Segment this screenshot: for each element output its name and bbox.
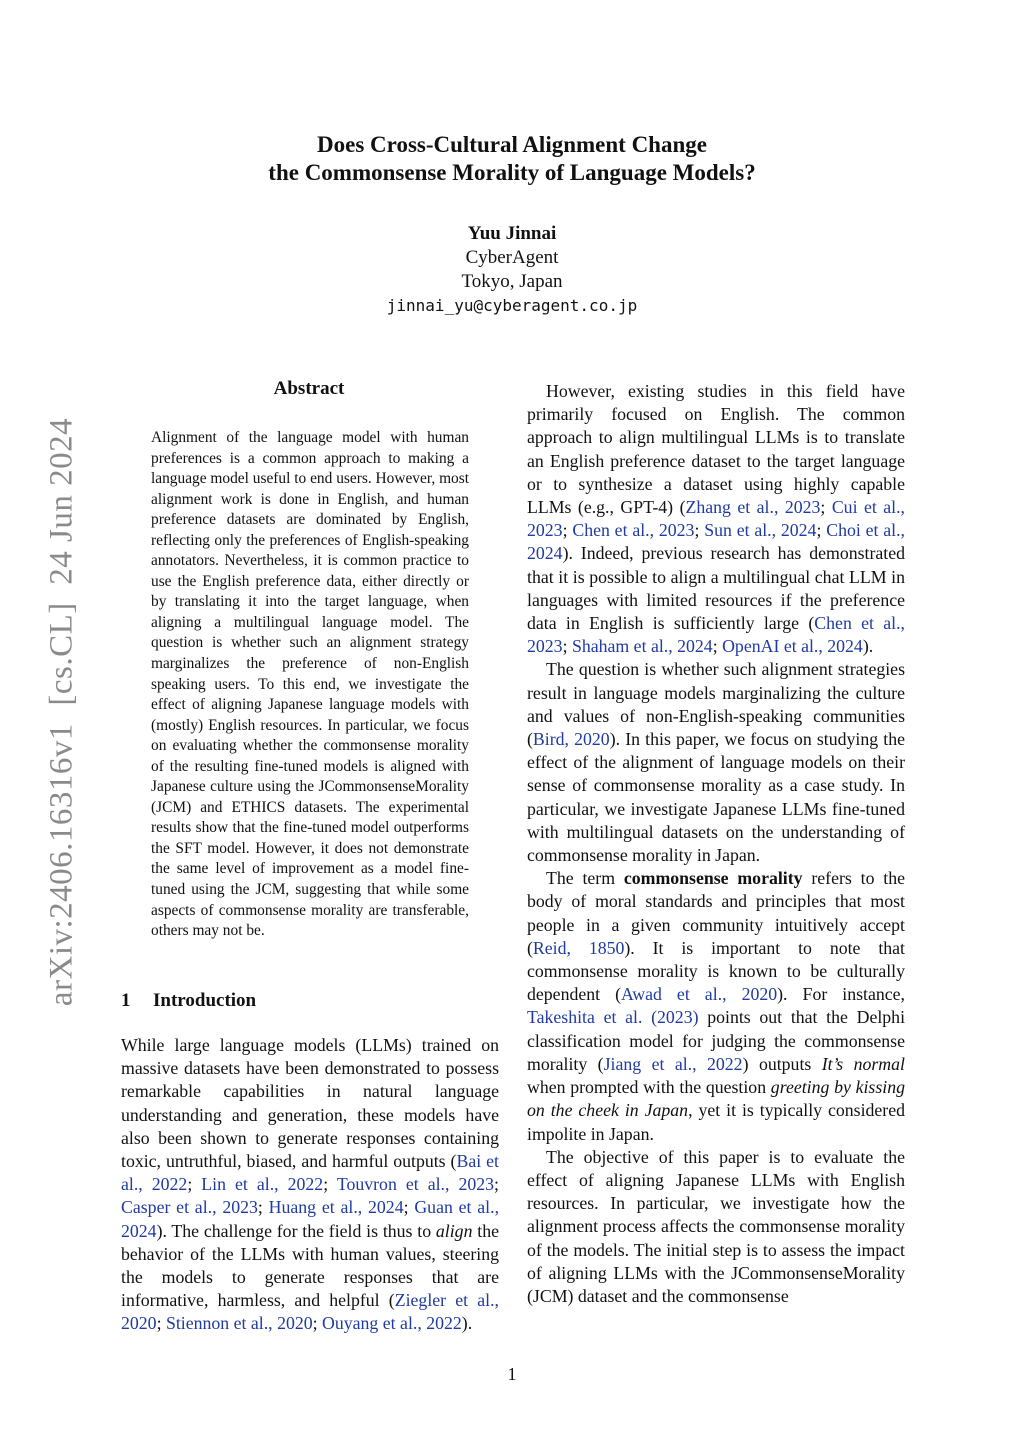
- section-number: 1: [121, 990, 131, 1011]
- citation-link[interactable]: Casper et al., 2023: [121, 1197, 258, 1218]
- citation-link[interactable]: Choi et al., 2024: [527, 520, 905, 564]
- citation-link[interactable]: Takeshita et al. (2023): [527, 1007, 699, 1028]
- arxiv-stamp: arXiv:2406.16316v1 [cs.CL] 24 Jun 2024: [43, 417, 80, 1007]
- citation-link[interactable]: Huang et al., 2024: [268, 1197, 404, 1218]
- intro-paragraph: The question is whether such alignment strategies result in language models marginalizing the culture and values of non-English-speaking communities (Bird, 2020). In this paper, we focus on studying the effect of the alignment of language models on their sense of commonsense morality as a case study. In particular, we investigate Japanese LLMs fine-tuned with multilingual datasets on the understanding of commonsense morality in Japan.: [527, 659, 905, 866]
- author-block: [0, 222, 1024, 318]
- citation-link[interactable]: Bai et al., 2022: [121, 1151, 499, 1195]
- citation-link[interactable]: OpenAI et al., 2024: [722, 636, 863, 657]
- section-title: Introduction: [153, 990, 257, 1011]
- intro-section-heading: [121, 990, 256, 1012]
- citation-link[interactable]: Touvron et al., 2023: [336, 1174, 495, 1195]
- citation-link[interactable]: Reid, 1850: [532, 937, 625, 958]
- bold-term: commonsense morality: [623, 868, 803, 889]
- citation-link[interactable]: Zhang et al., 2023: [685, 497, 821, 518]
- title-line-2: the Commonsense Morality of Language Models?: [268, 160, 756, 185]
- citation-link[interactable]: Lin et al., 2022: [201, 1174, 324, 1195]
- citation-link[interactable]: Chen et al., 2023: [572, 520, 695, 541]
- citation-link[interactable]: Awad et al., 2020: [621, 984, 778, 1005]
- citation-link[interactable]: Guan et al., 2024: [121, 1197, 500, 1241]
- paper-title: [0, 131, 1024, 187]
- citation-link[interactable]: Chen et al., 2023: [527, 613, 906, 657]
- author-name: Yuu Jinnai: [467, 223, 557, 244]
- author-affiliation: CyberAgent: [465, 247, 559, 268]
- citation-link[interactable]: Bird, 2020: [532, 729, 610, 750]
- author-location: Tokyo, Japan: [461, 271, 563, 292]
- page-number: 1: [507, 1364, 517, 1384]
- abstract-text: Alignment of the language model with human preferences is a common approach to making a language model useful to end users. However, most alignment work is done in English, and human preference datasets are dominated by English, reflecting only the preferences of English-speaking annotators. Nevertheless, it is common practice to use the English preference data, either directly or by translating it into the target language, when aligning a multilingual language model. The question is whether such an alignment strategy marginalizes the preference of non-English speaking users. To this end, we investigate the effect of aligning Japanese language models with (mostly) English resources. In particular, we focus on evaluating whether the commonsense morality of the resulting fine-tuned models is aligned with Japanese culture using the JCommonsenseMorality (JCM) and ETHICS datasets. The experimental results show that the fine-tuned model outperforms the SFT model. However, it does not demonstrate the same level of improvement as a model fine-tuned using the JCM, suggesting that while some aspects of commonsense morality are transferable, others may not be.: [151, 429, 469, 940]
- citation-link[interactable]: Sun et al., 2024: [704, 520, 817, 541]
- intro-left-paragraph: While large language models (LLMs) trained on massive datasets have been demonstrated to possess remarkable capabilities in natural language understanding and generation, these models have also been shown to generate responses containing toxic, untruthful, biased, and harmful outputs (Bai et al., 2022; Lin et al., 2022; Touvron et al., 2023; Casper et al., 2023; Huang et al., 2024; Guan et al., 2024). The challenge for the field is thus to align the behavior of the LLMs with human values, steering the models to generate responses that are informative, harmless, and helpful (Ziegler et al., 2020; Stiennon et al., 2020; Ouyang et al., 2022).: [121, 1035, 500, 1334]
- intro-right-column: [527, 380, 905, 1308]
- citation-link[interactable]: Ziegler et al., 2020: [121, 1290, 499, 1334]
- emphasis-text: It’s normal: [821, 1053, 905, 1074]
- abstract-heading: Abstract: [273, 378, 345, 399]
- citation-link[interactable]: Stiennon et al., 2020: [165, 1313, 313, 1334]
- citation-link[interactable]: Ouyang et al., 2022: [322, 1313, 462, 1334]
- arxiv-stamp-anchor: [43, 417, 80, 1007]
- intro-paragraph: The term commonsense morality refers to the body of moral standards and principles that most people in a given community intuitively accept (Reid, 1850). It is important to note that commonsense morality is known to be culturally dependent (Awad et al., 2020). For instance, Takeshita et al. (2023) points out that the Delphi classification model for judging the commonsense morality (Jiang et al., 2022) outputs It’s normal when prompted with the question greeting by kissing on the cheek in Japan, yet it is typically considered impolite in Japan.: [527, 868, 906, 1144]
- author-email: jinnai_yu@cyberagent.co.jp: [386, 296, 638, 315]
- title-line-1: Does Cross-Cultural Alignment Change: [317, 132, 707, 157]
- intro-paragraph: The objective of this paper is to evaluate the effect of aligning Japanese LLMs with English resources. In particular, we investigate how the alignment process affects the commonsense morality of the models. The initial step is to assess the impact of aligning LLMs with the JCommonsenseMorality (JCM) dataset and the commonsense: [527, 1146, 905, 1306]
- citation-link[interactable]: Shaham et al., 2024: [571, 636, 713, 657]
- intro-paragraph: However, existing studies in this field have primarily focused on English. The common approach to align multilingual LLMs is to translate an English preference dataset to the target language or to synthesize a dataset using highly capable LLMs (e.g., GPT-4) (Zhang et al., 2023; Cui et al., 2023; Chen et al., 2023; Sun et al., 2024; Choi et al., 2024). Indeed, previous research has demonstrated that it is possible to align a multilingual chat LLM in languages with limited resources if the preference data in English is sufficiently large (Chen et al., 2023; Shaham et al., 2024; OpenAI et al., 2024).: [527, 381, 906, 657]
- emphasis-text: greeting by kissing on the cheek in Japan: [527, 1077, 905, 1121]
- emphasis-text: align: [435, 1220, 473, 1241]
- citation-link[interactable]: Jiang et al., 2022: [603, 1053, 743, 1074]
- citation-link[interactable]: Cui et al., 2023: [527, 497, 905, 541]
